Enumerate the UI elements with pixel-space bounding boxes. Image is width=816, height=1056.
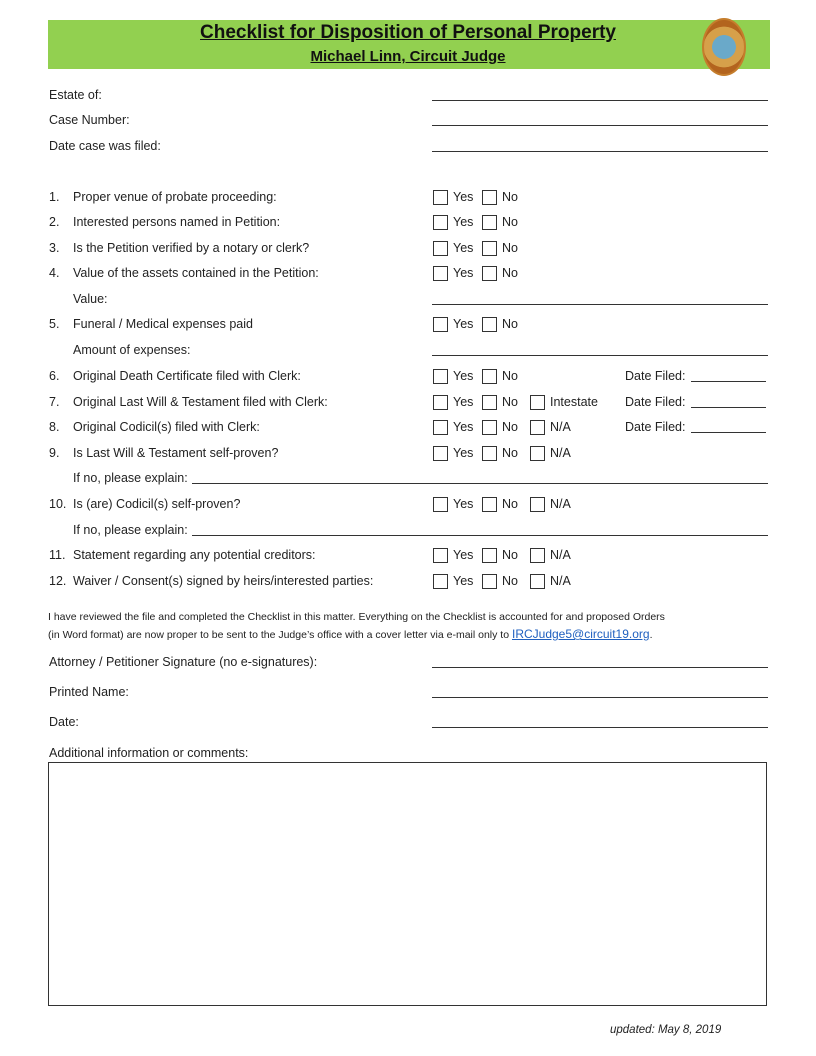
field-input-line[interactable] (432, 151, 768, 152)
option-label: No (502, 574, 518, 588)
info-field-row (0, 88, 816, 106)
checkbox-no[interactable] (482, 574, 497, 589)
option-label: Yes (453, 446, 474, 460)
option-label: No (502, 548, 518, 562)
comments-label-row: Additional information or comments: (49, 746, 249, 760)
item-number: 7. (49, 395, 60, 409)
email-link[interactable]: IRCJudge5@circuit19.org (511, 627, 650, 641)
checkbox-na[interactable] (530, 497, 545, 512)
option-label: N/A (550, 497, 571, 511)
field-input-line[interactable] (432, 697, 768, 698)
info-field-row (0, 139, 816, 157)
item-label: Statement regarding any potential creditors: (73, 548, 316, 562)
option-label: No (502, 266, 518, 280)
item-label: Original Last Will & Testament filed with Clerk: (73, 395, 328, 409)
option-label: Yes (453, 395, 474, 409)
item-label: Proper venue of probate proceeding: (73, 190, 277, 204)
checklist-item (0, 292, 816, 310)
date-filed-input-line[interactable] (691, 381, 766, 382)
option-label: N/A (550, 446, 571, 460)
checkbox-na[interactable] (530, 574, 545, 589)
option-label: Yes (453, 317, 474, 331)
option-label: Intestate (550, 395, 598, 409)
option-label: Yes (453, 266, 474, 280)
option-label: N/A (550, 548, 571, 562)
checkbox-no[interactable] (482, 497, 497, 512)
option-label: Yes (453, 190, 474, 204)
option-label: No (502, 420, 518, 434)
checkbox-na[interactable] (530, 420, 545, 435)
explain-input-line[interactable] (192, 483, 768, 484)
checkbox-yes[interactable] (433, 548, 448, 563)
option-label: Yes (453, 215, 474, 229)
checklist-item (0, 190, 816, 208)
option-label: Yes (453, 369, 474, 383)
statement-paragraph: I have reviewed the file and completed the Checklist in this matter. Everything on the Checklist is accounted for and proposed Orders (in Word format) are now proper to be sent to the Judge’s office with a cover letter via e-mail only to IRCJudge5@circuit19.org. (48, 611, 665, 641)
option-label: N/A (550, 420, 571, 434)
checkbox-yes[interactable] (433, 574, 448, 589)
item-number: 10. (49, 497, 67, 511)
signature-field-row (0, 685, 816, 703)
checkbox-yes[interactable] (433, 395, 448, 410)
field-input-line[interactable] (432, 125, 768, 126)
signature-field-row (0, 715, 816, 733)
field-input-line[interactable] (432, 727, 768, 728)
option-label: No (502, 497, 518, 511)
option-label: No (502, 446, 518, 460)
item-number: 3. (49, 241, 60, 255)
checkbox-no[interactable] (482, 420, 497, 435)
item-number: 12. (49, 574, 67, 588)
checkbox-no[interactable] (482, 266, 497, 281)
checkbox-yes[interactable] (433, 446, 448, 461)
amount-input-line[interactable] (432, 304, 768, 305)
explain-input-line[interactable] (192, 535, 768, 536)
field-label: Case Number: (49, 113, 130, 127)
checklist-item (0, 369, 816, 387)
amount-input-line[interactable] (432, 355, 768, 356)
checklist-item (0, 215, 816, 233)
option-label: No (502, 395, 518, 409)
option-label: No (502, 241, 518, 255)
checkbox-no[interactable] (482, 369, 497, 384)
date-filed-label: Date Filed: (625, 369, 686, 383)
field-label: Date: (49, 715, 79, 729)
checklist-item (0, 266, 816, 284)
checkbox-yes[interactable] (433, 420, 448, 435)
checklist-item (0, 317, 816, 335)
option-label: Yes (453, 548, 474, 562)
comments-textarea[interactable] (48, 762, 767, 1006)
field-input-line[interactable] (432, 667, 768, 668)
item-number: 4. (49, 266, 60, 280)
option-label: No (502, 215, 518, 229)
checkbox-yes[interactable] (433, 215, 448, 230)
option-label: Yes (453, 420, 474, 434)
checklist-item (0, 446, 816, 464)
item-label: Is the Petition verified by a notary or clerk? (73, 241, 310, 255)
field-label: Printed Name: (49, 685, 129, 699)
checklist-item (0, 548, 816, 566)
item-label: Amount of expenses: (73, 343, 191, 357)
checkbox-no[interactable] (482, 446, 497, 461)
option-label: Yes (453, 497, 474, 511)
option-label: No (502, 369, 518, 383)
item-number: 8. (49, 420, 60, 434)
date-filed-input-line[interactable] (691, 432, 766, 433)
field-input-line[interactable] (432, 100, 768, 101)
checkbox-no[interactable] (482, 190, 497, 205)
option-label: No (502, 190, 518, 204)
item-label: Interested persons named in Petition: (73, 215, 281, 229)
item-number: 5. (49, 317, 60, 331)
explain-label: If no, please explain: (73, 523, 188, 537)
checkbox-no[interactable] (482, 215, 497, 230)
item-number: 11. (49, 548, 66, 562)
checkbox-na[interactable] (530, 446, 545, 461)
checkbox-no[interactable] (482, 317, 497, 332)
option-label: No (502, 317, 518, 331)
item-label: Is (are) Codicil(s) self-proven? (73, 497, 241, 511)
item-number: 6. (49, 369, 60, 383)
explain-label: If no, please explain: (73, 471, 188, 485)
option-label: N/A (550, 574, 571, 588)
florida-seal-logo (702, 18, 746, 76)
item-label: Funeral / Medical expenses paid (73, 317, 253, 331)
item-label: Is Last Will & Testament self-proven? (73, 446, 279, 460)
field-label: Attorney / Petitioner Signature (no e-signatures): (49, 655, 318, 669)
page-title: Checklist for Disposition of Personal Property (200, 22, 616, 43)
item-label: Original Death Certificate filed with Clerk: (73, 369, 301, 383)
date-filed-input-line[interactable] (691, 407, 766, 408)
checklist-item (0, 471, 816, 489)
checkbox-no[interactable] (482, 395, 497, 410)
checkbox-no[interactable] (482, 241, 497, 256)
item-label: Waiver / Consent(s) signed by heirs/interested parties: (73, 574, 374, 588)
updated-date: updated: May 8, 2019 (610, 1024, 722, 1036)
item-label: Value of the assets contained in the Petition: (73, 266, 319, 280)
field-label: Estate of: (49, 88, 102, 102)
checklist-item (0, 523, 816, 541)
checklist-item (0, 497, 816, 515)
checklist-item (0, 420, 816, 438)
checklist-item (0, 241, 816, 259)
item-label: Original Codicil(s) filed with Clerk: (73, 420, 260, 434)
checkbox-yes[interactable] (433, 190, 448, 205)
checklist-item (0, 343, 816, 361)
judge-name: Michael Linn, Circuit Judge (310, 48, 506, 65)
date-filed-label: Date Filed: (625, 395, 686, 409)
checkbox-intestate[interactable] (530, 395, 545, 410)
item-number: 2. (49, 215, 60, 229)
option-label: Yes (453, 574, 474, 588)
signature-field-row (0, 655, 816, 673)
field-label: Date case was filed: (49, 139, 161, 153)
date-filed-label: Date Filed: (625, 420, 686, 434)
checkbox-yes[interactable] (433, 317, 448, 332)
item-label: Value: (73, 292, 108, 306)
checklist-item (0, 574, 816, 592)
checkbox-yes[interactable] (433, 241, 448, 256)
checkbox-no[interactable] (482, 548, 497, 563)
checkbox-yes[interactable] (433, 266, 448, 281)
option-label: Yes (453, 241, 474, 255)
checkbox-yes[interactable] (433, 497, 448, 512)
item-number: 9. (49, 446, 60, 460)
checkbox-na[interactable] (530, 548, 545, 563)
info-field-row (0, 113, 816, 131)
item-number: 1. (49, 190, 60, 204)
checkbox-yes[interactable] (433, 369, 448, 384)
checklist-item (0, 395, 816, 413)
